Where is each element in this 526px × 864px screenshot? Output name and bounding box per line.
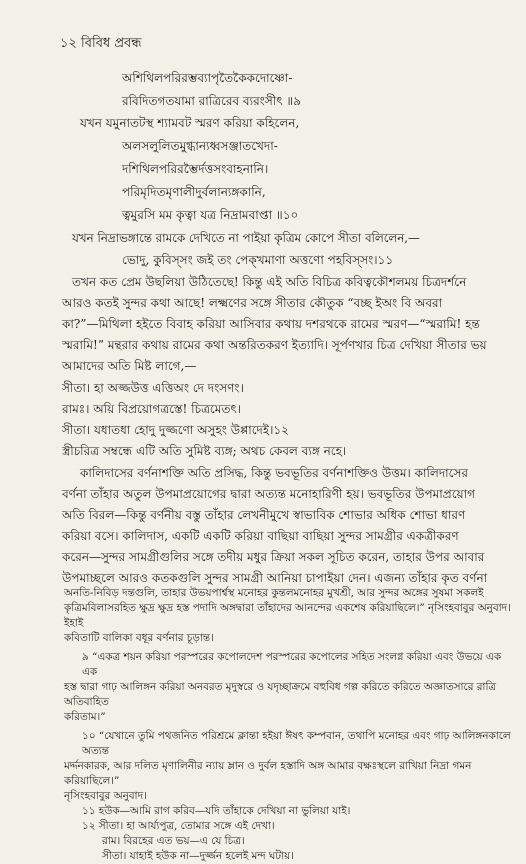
verse-line: অশিথিলপরিরম্ভব্যাপৃতৈকৈকদোষ্ণো-: [122, 71, 293, 85]
paragraph-line: করেন—সুন্দর সামগ্রীগুলির সঙ্গে তদীয় মধুর ক্রিয়া সকল সূচিত করেন, তাহার উপর আবার: [62, 550, 485, 564]
paragraph-line: আমাদের অতি মিষ্ট লাগে,—: [62, 359, 197, 373]
paragraph-line: তখন কত প্রেম উছলিয়া উঠিতেছে! কিন্তু এই অতি বিচিত্র কবিত্বকৌশলময় চিত্রদর্শনে: [72, 275, 467, 289]
footnote-line: মর্দ্দনকারক, আর দলিত মৃণালিনীর ন্যায় ম্লান ও দুর্বল হস্তাদি অঙ্গ আমার বক্ষঃস্থলে রাখিয়া নিদ্রা গমন করিয়াছিলে।”: [64, 760, 472, 787]
paragraph-line: স্ত্রীচরিত্র সম্বন্ধে এটি অতি সুমিষ্ট ব্যঙ্গ; অথচ কেবল ব্যঙ্গ নহে।: [62, 444, 347, 458]
dialogue-line: সীতা। হা অজ্জউত্ত এত্তিঅং দে দংসণং।: [62, 381, 244, 395]
footnote-line: নৃসিংহবাবুর অনুবাদ।: [64, 790, 147, 802]
footnote-line: ১১ হউক—আমি রাগ করিব—যদি তাঁহাকে দেখিয়া না ভুলিয়া যাই।: [82, 805, 351, 817]
footnote-line: হস্ত দ্বারা গাঢ় আলিঙ্গন করিয়া অনবরত মৃদুস্বরে ও যদৃচ্ছাক্রমে বহুবিধ গল্প করিতে করিতে অজ্ঞাতসারে রাত্রি অতিবাহিত: [64, 681, 497, 708]
dialogue: [62, 378, 512, 441]
paragraph-line: কালিদাসের বর্ণনাশক্তি অতি প্রসিদ্ধ, কিন্তু ভবভূতির বর্ণনাশক্তিও উত্তম। কালিদাসের: [80, 466, 468, 480]
paragraph-line: স্মরামি!” মন্থরার কথায় রামের কথা অন্তরিতকরণ ইত্যাদি। সূর্পণখার চিত্র দেখিয়া সীতার ভয়: [62, 338, 487, 352]
verse-line: অলসলুলিতমুগ্ধান্যধ্বসঞ্জাতখেদা-: [122, 139, 278, 153]
dialogue-line: রামঃ। অয়ি বিপ্রয়োগত্রস্তে! চিত্রমেতৎ।: [62, 402, 242, 416]
paragraph-line: করিয়া বসে। কালিদাস, একটি একটি করিয়া বাছিয়া বাছিয়া সুন্দর সামগ্রীর একত্রীকরণ: [62, 529, 459, 543]
paragraph-line: উপমাচ্ছলে আরও কতকগুলি সুন্দর সামগ্রী আনিয়া চাপাইয়া দেন। এজন্য তাঁহার কৃত বর্ণনা: [62, 571, 488, 585]
paragraph-line: কা?”—মিথিলা হইতে বিবাহ করিয়া আসিবার কথায় দশরথকে রামের স্মরণ—“স্মরামি! হন্ত: [62, 317, 480, 331]
verse-line: ভোদু, কুবিস্সং জই তং পেক্খমাণা অত্তণো পহবিস্সং।১১: [122, 253, 394, 267]
footnote-line: কৃত্রিমবিলাসরহিত ক্ষুদ্র ক্ষুদ্র হস্ত পদাদি অঙ্গদ্বারা তাঁহাদের আনন্দের একশেষ করিয়াছিলে।” নৃসিংহবাবুর অনুবাদ। ইহাই: [64, 602, 511, 629]
verse-line: দশিথিলপরিরম্ভৈর্দত্তসংবাহনানি।: [122, 162, 269, 176]
narration-line: যখন নিদ্রাভঙ্গান্তে রামকে দেখিতে না পাইয়া কৃত্রিম কোপে সীতা বলিলেন,—: [72, 231, 420, 245]
verse-line: রবিদিতগতযামা রাত্রিরেব ব্যরংসীৎ ॥৯: [122, 94, 302, 108]
paragraph-line: বর্ণনা তাঁহার অতুল উপমাপ্রয়োগের দ্বারা অত্যন্ত মনোহারিণী হয়। ভবভূতির উপমাপ্রয়োগ: [62, 487, 475, 501]
footnote-line: রাম। বিরহের এত ভয়—এ যে চিত্র।: [102, 835, 245, 847]
footnote-line: কবিতাটি বালিকা বধূর বর্ণনার চূড়ান্ত।: [64, 632, 214, 644]
page-header: ১২ বিবিধ প্রবন্ধ: [60, 36, 142, 51]
verse-line: ত্বমুরসি মম কৃত্বা যত্র নিদ্রামবাপ্তা ॥১০: [122, 208, 299, 222]
footnote-line: ৯ “একত্র শয়ন করিয়া পরস্পরের কপোলদেশ পরস্পরের কপোলের সহিত সংলগ্ন করিয়া এবং উভয়ে এক এক: [82, 651, 502, 678]
verse-line: পরিমৃদিতমৃণালীদুর্বলান্যঙ্গকানি,: [122, 185, 266, 199]
footnote-line: সীতা। যাহাই হউক না—দুর্জ্জন হলেই মন্দ ঘটায়।: [102, 850, 294, 862]
dialogue-line: সীতা। যধাতধা হোদু দুজ্জণো অসুহং উপ্পাদেই।১২: [62, 423, 289, 437]
paragraph-line: আরও কতই সুন্দর কথা আছে! লক্ষ্মণের সঙ্গে সীতার কৌতুক “বচ্ছ ইঅং বি অবরা: [62, 296, 443, 310]
footnote-line: ১০ “যেখানে তুমি পথজনিত পরিশ্রমে ক্লান্তা হইয়া ঈষৎ কম্পবান, তথাপি মনোহর এবং গাঢ় আলিঙ্গনকালে অত্যন্ত: [82, 730, 511, 757]
footnote-line: অনতি-নিবিড় দন্তগুলি, তাহার উভয়পার্শ্বস্থ মনোহর কুন্তলমনোহর মুখশ্রী, আর সুন্দর অঙ্গের সুষমা সকলই: [64, 587, 484, 599]
footnote-line: করিতাম।”: [64, 711, 106, 723]
paragraph: [62, 272, 512, 377]
paragraph-line: অতি বিরল—কিন্তু বর্ণনীয় বস্তু তাঁহার লেখনীমুখে স্বাভাবিক শোভার অধিক শোভা ধারণ: [62, 508, 466, 522]
footnotes: [64, 586, 514, 864]
paragraph: [62, 441, 512, 462]
footnote-line: ১২ সীতা। হা আর্য্যপুত্র, তোমার সঙ্গে এই দেখা।: [82, 820, 275, 832]
narration-line: যখন যমুনাতটস্থ শ্যামবট স্মরণ করিয়া কহিলেন,: [80, 116, 300, 130]
paragraph: [62, 463, 514, 589]
